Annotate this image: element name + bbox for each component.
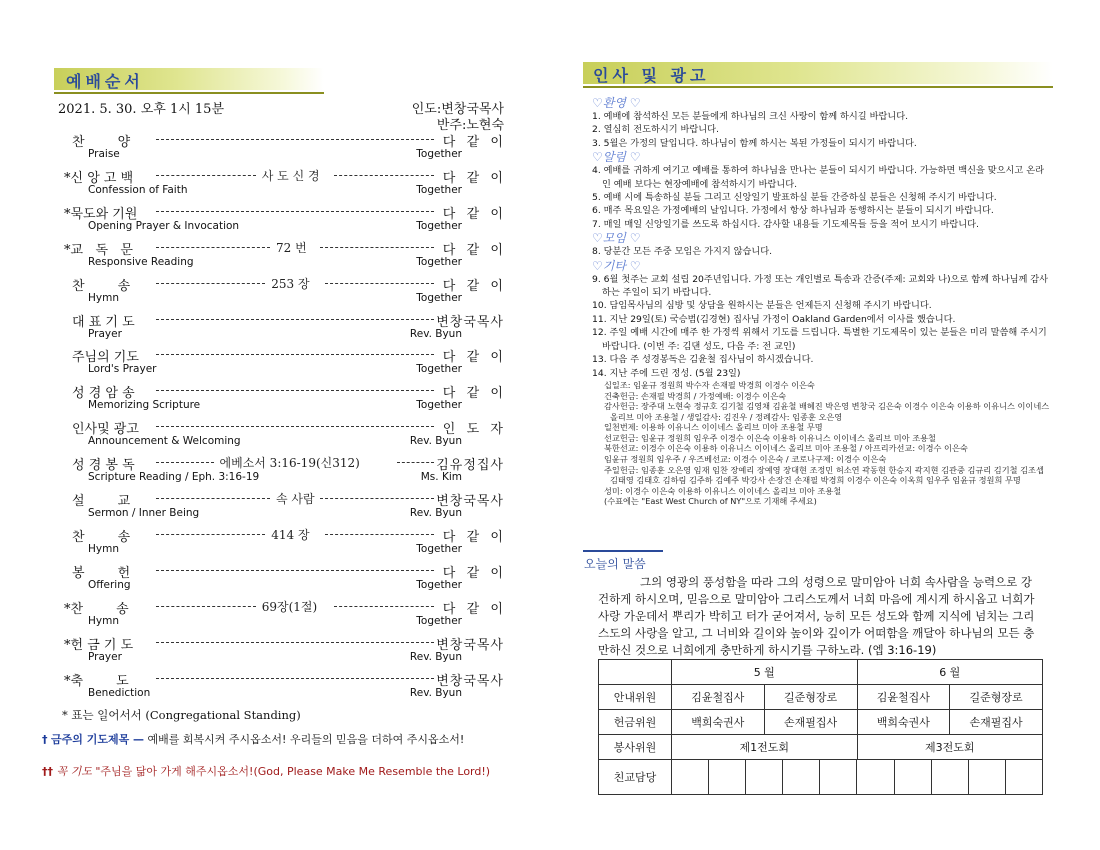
weekly-prayer-topic <box>42 733 506 747</box>
table-cell: 제1전도회 <box>672 735 858 760</box>
leader-dashes <box>156 642 434 643</box>
leader-dashes <box>156 139 434 140</box>
order-item-leader: 다 같 이 <box>442 278 504 294</box>
leader-dashes <box>320 247 434 248</box>
announcement-section-heading: ♡알림 ♡ <box>592 150 641 165</box>
announcement-section-heading: ♡모임 ♡ <box>592 231 641 246</box>
leader-dashes <box>397 462 435 463</box>
order-item-title: 성 경 봉 독 <box>72 458 135 474</box>
order-item-leader-english: Together <box>416 291 462 304</box>
leader-dashes <box>325 534 434 535</box>
order-item <box>58 670 504 700</box>
order-item <box>58 490 504 520</box>
leader-dashes <box>156 390 434 391</box>
announcement-section-heading: ♡환영 ♡ <box>592 96 641 110</box>
order-item-leader-english: Together <box>416 614 462 627</box>
fellowship-grid <box>672 760 1043 795</box>
leader-dashes <box>156 247 270 248</box>
double-cross-mark: †† <box>42 765 53 778</box>
order-item-title: 봉 헌 <box>72 565 131 581</box>
order-item <box>58 203 504 233</box>
offering-line: 십일조: 임윤규 정원희 박수자 손재필 박경희 이경수 이은숙 <box>604 379 815 390</box>
announcement-item: 11. 지난 29일(토) 국승범(김경현) 집사님 가정이 Oakland Garden에서 이사를 했습니다. <box>592 313 956 325</box>
order-item-title: *교 독 문 <box>64 242 133 258</box>
table-cell: 김윤철집사 <box>857 685 950 710</box>
leader-dashes <box>334 175 434 176</box>
offering-line: 감사헌금: 장주대 노현숙 정규호 김기철 김영채 김윤철 배혜진 박은영 변창국 김은숙 이경수 이은숙 이용하 이유니스 이이네스 올리브 미아 조용철 / 생일감사: 김진우 / 정례감사: 임종훈 오은영 <box>604 401 1050 422</box>
announcement-item: 10. 담임목사님의 심방 및 상담을 원하시는 분들은 언제든지 신청해 주시기 바랍니다. <box>592 300 932 312</box>
table-row <box>599 685 1043 710</box>
duty-corner <box>599 660 672 685</box>
fellowship-slot <box>672 760 709 794</box>
leader-dashes <box>156 498 270 499</box>
order-item-detail: 에베소서 3:16-19(신312) <box>219 456 360 471</box>
standing-note: * 표는 일어서서 (Congregational Standing) <box>62 708 301 722</box>
order-item-detail: 사 도 신 경 <box>261 168 320 183</box>
leader-dashes <box>156 534 265 535</box>
order-item-leader-english: Rev. Byun <box>409 507 462 519</box>
offering-line: 건축헌금: 손재필 박경희 / 가정예배: 이경수 이은숙 <box>604 390 787 401</box>
announcement-section-heading: ♡기타 ♡ <box>592 258 641 273</box>
order-item <box>58 454 504 484</box>
order-item-leader-english: Rev. Byun <box>409 650 462 663</box>
service-accompanist: 반주:노현숙 <box>436 118 504 133</box>
order-item-leader-english: Together <box>416 542 462 555</box>
order-item-leader: 다 같 이 <box>442 135 504 150</box>
table-cell: 길준형장로 <box>764 685 857 710</box>
order-item-detail: 72 번 <box>276 240 307 255</box>
order-item-title: *묵도와 기원 <box>64 206 138 222</box>
order-item-english: Hymn <box>88 614 119 627</box>
order-item-leader-english: Together <box>416 578 462 591</box>
table-row <box>599 735 1043 760</box>
order-item-english: Prayer <box>88 327 122 340</box>
order-item-english: Scripture Reading / Eph. 3:16-19 <box>88 471 260 484</box>
leader-dashes <box>325 283 434 284</box>
leader-dashes <box>156 570 434 571</box>
order-of-worship-header <box>54 64 324 94</box>
order-item-english: Prayer <box>88 650 122 663</box>
order-item <box>58 346 504 376</box>
leader-dashes <box>156 462 214 463</box>
offering-line: 일천번제: 이용하 이유니스 이이네스 올리브 미아 조용철 무명 <box>604 422 823 433</box>
order-item-title: 주님의 기도 <box>72 350 139 366</box>
service-leader: 인도:변창국목사 <box>411 102 504 117</box>
order-item-title: 인사및 광고 <box>72 422 139 438</box>
order-item-leader-english: Together <box>416 219 462 232</box>
offering-line: 임윤규 정원희 임우주 / 우즈베선교: 이경수 이은숙 / 코로나구제: 이경수 이은숙 <box>604 454 887 465</box>
duty-roster-table <box>598 659 1043 795</box>
order-item-title: *찬 송 <box>64 601 129 617</box>
order-of-worship-title: 예배순서 <box>66 72 144 91</box>
announcements-title: 인사 및 광고 <box>593 66 710 85</box>
order-item-leader-english: Together <box>416 363 462 376</box>
announcement-item: 5. 예배 시에 특송하실 분들 그리고 신앙일기 발표하실 분들 간증하실 분들은 신청해 주시기 바랍니다. <box>592 192 997 204</box>
announcement-item: 6. 매주 목요일은 가정예배의 날입니다. 가정에서 항상 하나님과 동행하시는 분들이 되시기 바랍니다. <box>592 205 994 217</box>
offering-line: 주일헌금: 임종훈 오은영 임재 임찬 장예리 장예영 장대현 조정민 허소연 곽동현 한승지 곽지현 김관중 김규리 김기철 김조셉 김태영 김태호 김하림 김주하 김예주 박강사 손장건 손재필 박경희 이경수 이은숙 이옥희 임우주 임윤규 정원희 무명 <box>604 464 1044 486</box>
order-item-title: 찬 송 <box>72 529 131 545</box>
fellowship-slot <box>746 760 783 794</box>
fellowship-slot <box>932 760 969 794</box>
order-item-detail: 69장(1절) <box>261 599 318 614</box>
announcement-item: 2. 열심히 전도하시기 바랍니다. <box>592 124 719 136</box>
announcement-item: 13. 다음 주 성경봉독은 김윤철 집사님이 하시겠습니다. <box>592 354 814 366</box>
order-item-leader: 다 같 이 <box>442 350 504 366</box>
leader-dashes <box>156 175 256 176</box>
fellowship-slot <box>969 760 1006 794</box>
order-item-detail: 414 장 <box>271 527 310 542</box>
role-service: 봉사위원 <box>599 735 672 760</box>
order-item-english: Benediction <box>88 686 151 699</box>
order-item-leader: 다 같 이 <box>442 565 504 581</box>
order-item-leader: 변창국목사 <box>436 314 504 330</box>
must-pray <box>42 765 506 779</box>
order-item <box>58 131 504 161</box>
leader-dashes <box>156 606 256 607</box>
order-item-english: Hymn <box>88 291 119 304</box>
leader-dashes <box>156 678 434 679</box>
must-pray-text: "주님을 닮아 가게 해주시옵소서!(God, Please Make Me Resemble the Lord!) <box>95 765 491 778</box>
order-item-leader-english: Rev. Byun <box>409 435 462 448</box>
order-item-title: 찬 양 <box>72 135 131 150</box>
order-item-leader: 다 같 이 <box>442 601 504 617</box>
order-item-english: Lord's Prayer <box>88 363 157 376</box>
leader-dashes <box>156 319 434 320</box>
announcement-item: 14. 지난 주에 드린 정성. (5월 23일) <box>592 367 741 379</box>
offering-line: 북한선교: 이경수 이은숙 이용하 이유니스 이이네스 올리브 미아 조용철 / 아프리카선교: 이경수 이은숙 <box>604 443 968 454</box>
offering-line: 성미: 이경수 이은숙 이용하 이유니스 이이네스 올리브 미아 조용철 <box>604 485 842 496</box>
prayer-topic-text: 예배를 회복시켜 주시옵소서! 우리들의 믿음을 더하여 주시옵소서! <box>147 733 465 746</box>
table-cell: 길준형장로 <box>950 685 1043 710</box>
order-item-title: *헌 금 기 도 <box>64 637 134 653</box>
order-item-leader: 인 도 자 <box>442 422 504 438</box>
order-item-english: Responsive Reading <box>88 255 194 268</box>
announcement-item: 9. 6월 첫주는 교회 설립 20주년입니다. 가정 또는 개인별로 특송과 간증(주제: 교회와 나)으로 함께 하나님께 감사하는 주일이 되기 바랍니다. <box>592 273 1049 299</box>
fellowship-slot <box>709 760 746 794</box>
announcement-item: 8. 당분간 모든 주중 모임은 가지지 않습니다. <box>592 246 773 258</box>
cross-mark: † <box>42 733 48 746</box>
announcement-item: 4. 예배를 귀하게 여기고 예배를 통하여 하나님을 만나는 분들이 되시기 바랍니다. 가능하면 백신을 맞으시고 온라인 예배 보다는 현장예배에 참석하시기 바랍니다. <box>592 165 1044 190</box>
order-item-english: Announcement & Welcoming <box>88 435 241 448</box>
prayer-topic-title: 금주의 기도제목 — <box>51 733 145 746</box>
word-text: 그의 영광의 풍성함을 따라 그의 성령으로 말미암아 너희 속사람을 능력으로 강건하게 하시오며, 믿음으로 말미암아 그리스도께서 너희 마음에 계시게 하시옵고 너희가 사랑 가운데서 뿌리가 박히고 터가 굳어져서, 능히 모든 성도와 함께 지식에 넘치는 그리스도의 사랑을 알고, 그 너비와 길이와 높이와 깊이가 어떠함을 깨달아 하나님의 모든 충만하신 것으로 너희에게 충만하게 하시기를 구하노라. (엡 3:16-19) <box>598 575 1035 657</box>
order-item <box>58 275 504 305</box>
role-offering: 헌금위원 <box>599 710 672 735</box>
order-item-english: Sermon / Inner Being <box>88 507 200 519</box>
announcements-list <box>592 96 1050 507</box>
role-usher: 안내위원 <box>599 685 672 710</box>
order-item-english: Opening Prayer & Invocation <box>88 219 240 232</box>
order-item-title: 성 경 암 송 <box>72 386 135 402</box>
order-item-english: Offering <box>88 578 131 591</box>
offering-line: (수표에는 "East West Church of NY"으로 기재해 주세요) <box>604 496 817 507</box>
offering-list <box>592 380 1050 507</box>
table-row <box>599 760 1043 795</box>
order-item-leader: 김유정집사 <box>436 458 504 474</box>
order-item-title: 대 표 기 도 <box>72 314 135 330</box>
leader-dashes <box>320 498 434 499</box>
order-item-english: Confession of Faith <box>88 183 188 196</box>
order-item-leader: 다 같 이 <box>442 206 504 222</box>
table-cell: 백희숙권사 <box>672 710 765 735</box>
leader-dashes <box>156 354 434 355</box>
table-cell: 제3전도회 <box>857 735 1043 760</box>
service-date: 2021. 5. 30. 오후 1시 15분 <box>58 102 225 117</box>
order-item <box>58 562 504 592</box>
order-item-leader-english: Rev. Byun <box>409 686 462 699</box>
word-title: 오늘의 말씀 <box>584 557 646 571</box>
order-item-leader: 변창국목사 <box>436 673 504 689</box>
table-cell: 김윤철집사 <box>672 685 765 710</box>
order-item-leader: 다 같 이 <box>442 529 504 545</box>
order-item-title: *신 앙 고 백 <box>64 170 134 186</box>
order-item-detail: 속 사람 <box>276 492 315 506</box>
announcement-item: 7. 매일 매일 신앙일기를 쓰도록 하십시다. 감사할 내용들 기도제목들 등을 적어 보시기 바랍니다. <box>592 218 979 230</box>
fellowship-slot <box>1006 760 1042 794</box>
order-item-leader: 다 같 이 <box>442 386 504 402</box>
leader-dashes <box>156 426 434 427</box>
leader-dashes <box>156 211 434 212</box>
order-item-leader-english: Rev. Byun <box>409 327 462 340</box>
month-header-may: 5 월 <box>672 660 858 685</box>
order-item-english: Hymn <box>88 542 119 555</box>
announcement-item: 1. 예배에 참석하신 모든 분들에게 하나님의 크신 사랑이 함께 하시길 바랍니다. <box>592 111 909 122</box>
announcement-item: 3. 5월은 가정의 달입니다. 하나님이 함께 하시는 복된 가정들이 되시기 바랍니다. <box>592 137 917 149</box>
table-cell: 손재필집사 <box>950 710 1043 735</box>
order-item-leader: 변창국목사 <box>436 494 504 509</box>
order-item-leader-english: Together <box>416 399 462 412</box>
order-item <box>58 311 504 341</box>
order-item-leader: 다 같 이 <box>442 242 504 258</box>
leader-dashes <box>334 606 434 607</box>
fellowship-slot <box>783 760 820 794</box>
order-item <box>58 526 504 556</box>
order-item <box>58 382 504 412</box>
order-item-leader: 변창국목사 <box>436 637 504 653</box>
order-item-title: 찬 송 <box>72 278 131 294</box>
word-title-rule <box>583 550 663 552</box>
order-item-english: Praise <box>88 148 120 160</box>
fellowship-slot <box>895 760 932 794</box>
order-item-leader: 다 같 이 <box>442 170 504 186</box>
offering-line: 선교헌금: 임윤규 정원희 임우주 이경수 이은숙 이용하 이유니스 이이네스 올리브 미아 조용철 <box>604 432 936 443</box>
announcement-item: 12. 주일 예배 시간에 매주 한 가정씩 위해서 기도를 드립니다. 특별한 기도제목이 있는 분들은 미리 말씀해 주시기 바랍니다. (이번 주: 김댄 성도, 다음 주: 전 교인) <box>592 327 1047 352</box>
order-item-leader-english: Together <box>416 255 462 268</box>
order-item <box>58 598 504 628</box>
must-pray-title: 꼭 기도 <box>56 765 92 778</box>
order-item <box>58 418 504 448</box>
fellowship-slot <box>820 760 857 794</box>
table-cell: 백희숙권사 <box>857 710 950 735</box>
order-item <box>58 167 504 197</box>
order-item-detail: 253 장 <box>271 276 310 291</box>
order-item-english: Memorizing Scripture <box>88 399 201 412</box>
table-cell: 손재필집사 <box>764 710 857 735</box>
order-item-leader-english: Together <box>416 183 462 196</box>
order-item <box>58 634 504 664</box>
leader-dashes <box>156 283 265 284</box>
order-item-title: *축 도 <box>64 673 129 689</box>
fellowship-slot <box>857 760 894 794</box>
order-item-leader-english: Together <box>416 148 462 160</box>
order-item <box>58 239 504 269</box>
order-item-leader-english: Ms. Kim <box>420 471 462 484</box>
table-row <box>599 710 1043 735</box>
order-item-title: 설 교 <box>72 494 131 509</box>
announcements-header <box>583 58 1053 88</box>
role-fellowship: 친교담당 <box>599 760 672 795</box>
month-header-june: 6 월 <box>857 660 1043 685</box>
